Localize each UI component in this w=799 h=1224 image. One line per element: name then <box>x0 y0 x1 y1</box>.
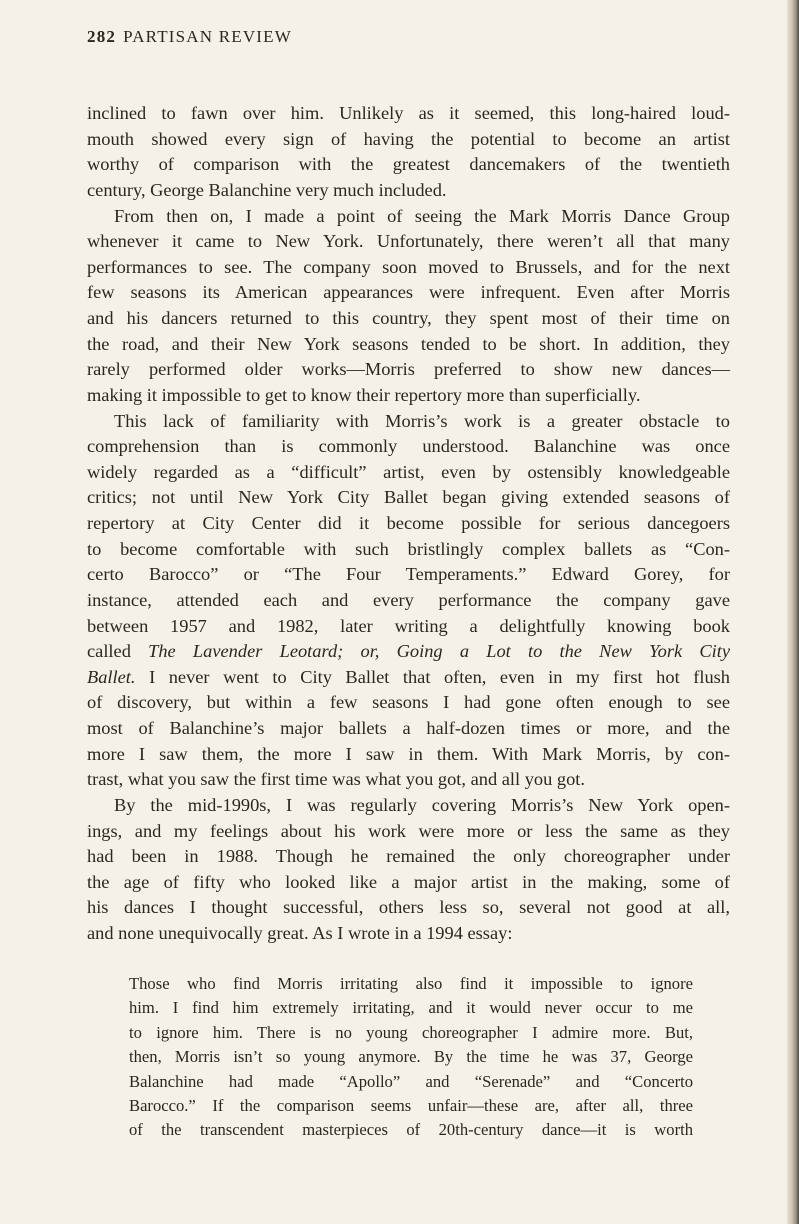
book-title-continued: Ballet. <box>87 666 136 687</box>
body-text <box>87 101 730 947</box>
quote-line: Barocco.” If the comparison seems unfair—these are, after all, three <box>129 1095 693 1115</box>
text-line: comprehension than is commonly understood. Balanchine was once <box>87 436 730 457</box>
text-line: From then on, I made a point of seeing the Mark Morris Dance Group <box>114 205 730 226</box>
text-line: the age of fifty who looked like a major artist in the making, some of <box>87 871 730 892</box>
text-line: few seasons its American appearances were infrequent. Even after Morris <box>87 282 730 303</box>
text-fragment: called <box>87 641 149 662</box>
text-line: to become comfortable with such bristlingly complex ballets as “Con- <box>87 538 730 559</box>
text-line: critics; not until New York City Ballet began giving extended seasons of <box>87 487 730 508</box>
block-quote <box>129 972 693 1143</box>
text-line-with-title <box>87 639 730 665</box>
text-line: whenever it came to New York. Unfortunately, there weren’t all that many <box>87 231 730 252</box>
quote-line: him. I find him extremely irritating, and it would never occur to me <box>129 998 693 1018</box>
text-line: and none unequivocally great. As I wrote in a 1994 essay: <box>87 923 513 943</box>
text-line: inclined to fawn over him. Unlikely as it seemed, this long-haired loud- <box>87 103 730 123</box>
journal-title: PARTISAN REVIEW <box>123 27 292 46</box>
quote-line: Balanchine had made “Apollo” and “Serenade” and “Concerto <box>129 1071 693 1091</box>
text-line: ings, and my feelings about his work were more or less the same as they <box>87 820 730 841</box>
page-number: 282 <box>87 27 117 46</box>
text-line: most of Balanchine’s major ballets a half-dozen times or more, and the <box>87 718 730 738</box>
text-line: By the mid-1990s, I was regularly covering Morris’s New York open- <box>114 794 730 815</box>
quote-line: to ignore him. There is no young choreographer I admire more. But, <box>129 1022 693 1042</box>
text-line: worthy of comparison with the greatest dancemakers of the twentieth <box>87 154 730 175</box>
text-line: repertory at City Center did it become possible for serious dancegoers <box>87 513 730 533</box>
text-line: rarely performed older works—Morris preferred to show new dances— <box>87 359 730 380</box>
book-title: The Lavender Leotard; or, Going a Lot to the New York City <box>148 641 731 662</box>
text-line: making it impossible to get to know their repertory more than superficially. <box>87 384 641 405</box>
text-line: certo Barocco” or “The Four Temperaments.” Edward Gorey, for <box>87 564 730 585</box>
quote-line: Those who find Morris irritating also find it impossible to ignore <box>129 974 693 993</box>
quote-line: then, Morris isn’t so young anymore. By the time he was 37, George <box>129 1047 693 1067</box>
running-head <box>87 27 292 47</box>
text-line: This lack of familiarity with Morris’s work is a greater obstacle to <box>114 410 730 431</box>
text-line: of discovery, but within a few seasons I had gone often enough to see <box>87 692 730 713</box>
text-line: between 1957 and 1982, later writing a delightfully knowing book <box>87 615 730 636</box>
text-line: mouth showed every sign of having the potential to become an artist <box>87 128 730 149</box>
text-line: the road, and their New York seasons tended to be short. In addition, they <box>87 333 730 354</box>
text-line: his dances I thought successful, others less so, several not good at all, <box>87 897 730 918</box>
text-line: and his dancers returned to this country, they spent most of their time on <box>87 308 730 328</box>
text-line: instance, attended each and every performance the company gave <box>87 589 730 610</box>
text-line: trast, what you saw the first time was what you got, and all you got. <box>87 769 585 790</box>
text-line: had been in 1988. Though he remained the only choreographer under <box>87 846 730 867</box>
quote-line: of the transcendent masterpieces of 20th-century dance—it is worth <box>129 1120 693 1140</box>
text-fragment: I never went to City Ballet that often, even in my first hot flush <box>135 666 730 687</box>
text-line: performances to see. The company soon moved to Brussels, and for the next <box>87 256 730 277</box>
page-edge-shadow <box>787 0 799 1224</box>
text-line: widely regarded as a “difficult” artist, even by ostensibly knowledgeable <box>87 461 730 482</box>
text-line-with-title <box>87 665 730 691</box>
text-line: century, George Balanchine very much included. <box>87 179 447 200</box>
text-line: more I saw them, the more I saw in them. With Mark Morris, by con- <box>87 743 730 764</box>
